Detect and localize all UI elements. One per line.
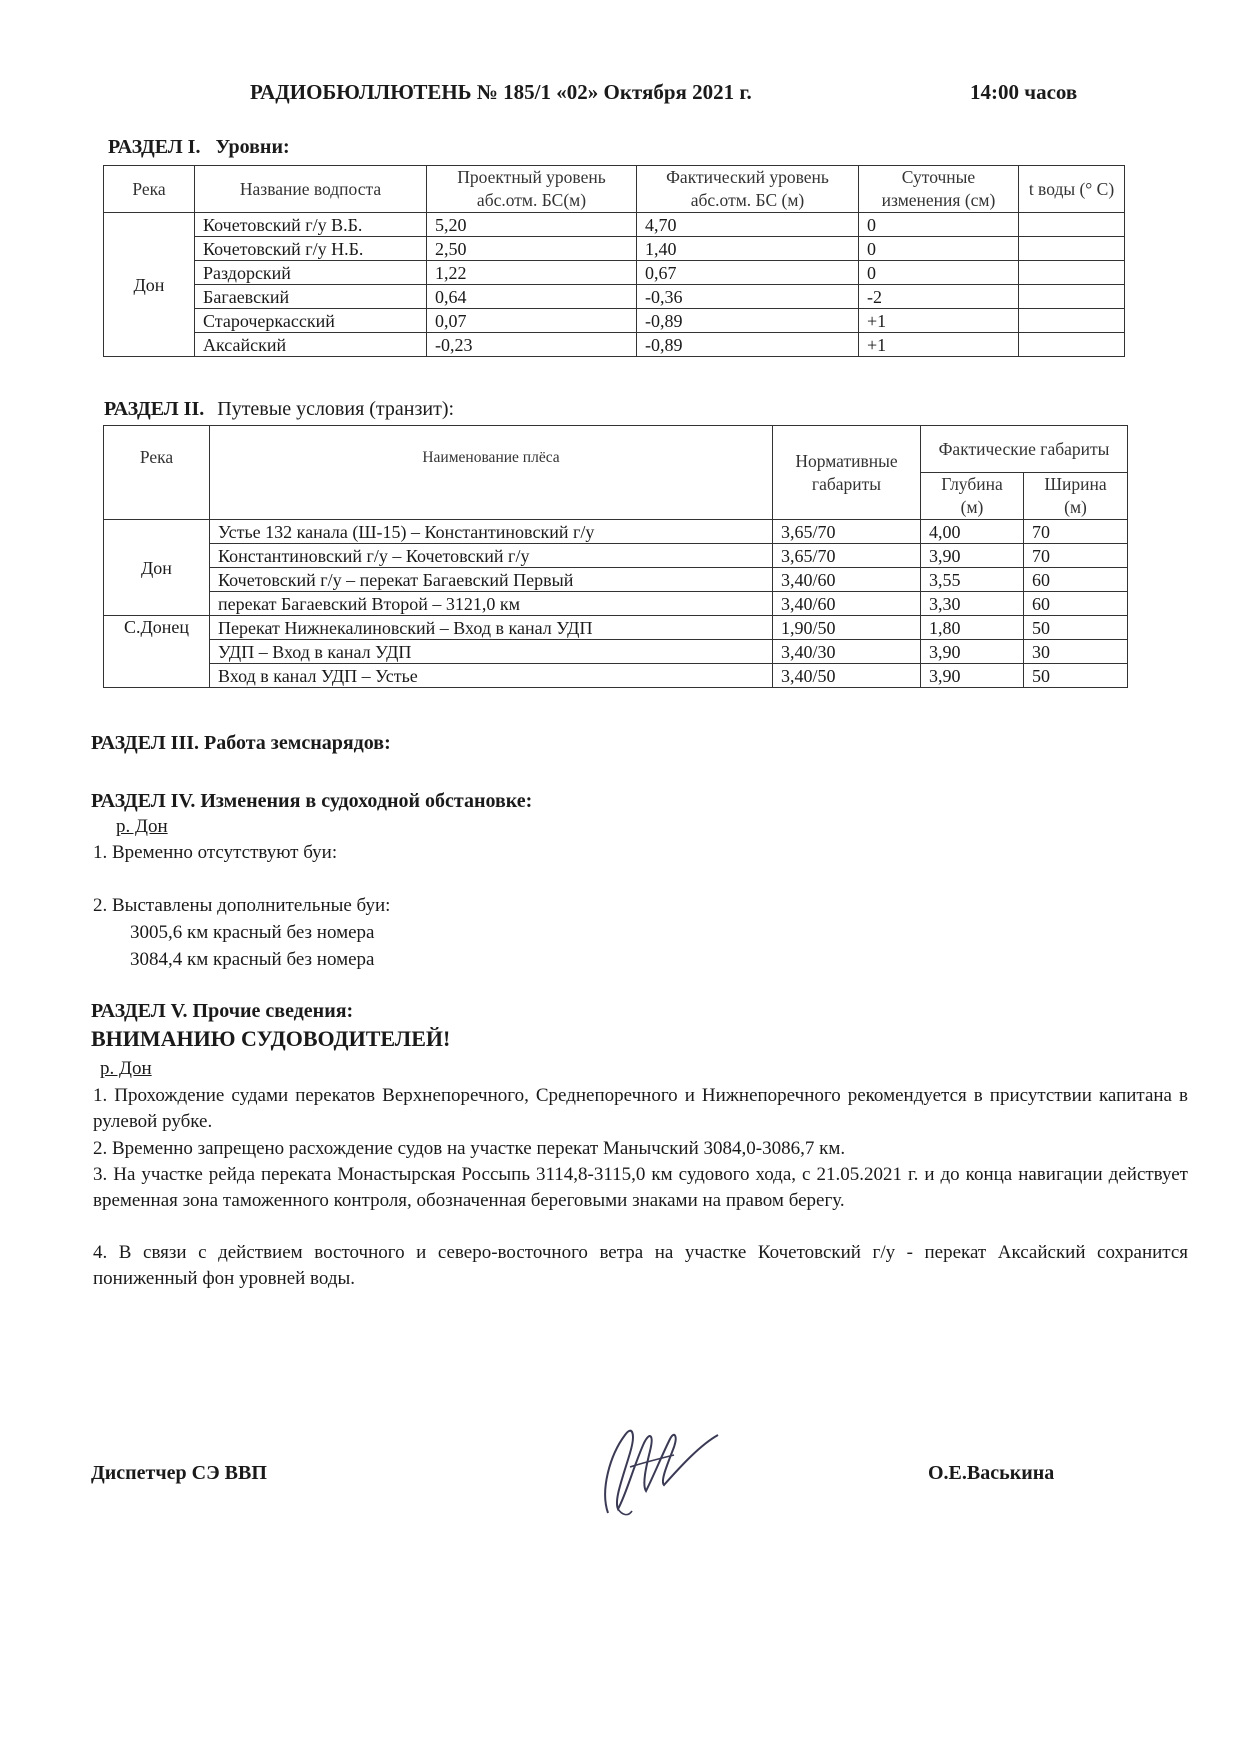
actual-level: -0,36 [637, 285, 859, 309]
levels-col-temp: t воды (° С) [1019, 166, 1125, 213]
bulletin-time: 14:00 часов [970, 80, 1078, 104]
notice-item3-text: 3. На участке рейда переката Монастырская Россыпь 3114,8-3115,0 км судового хода, с 21.05.2021 г. и до конца навигации действует временная зона таможенного контроля, обозначенная береговыми знаками на правом берегу. [93, 1164, 1188, 1211]
gauge-name: Кочетовский г/у В.Б. [195, 213, 427, 237]
gauge-name: Кочетовский г/у Н.Б. [195, 237, 427, 261]
table-row [104, 664, 1128, 688]
actual-depth: 4,00 [921, 520, 1024, 544]
section4-heading: РАЗДЕЛ IV. Изменения в судоходной обстановке: [91, 790, 533, 812]
section2-heading-text: Путевые условия (транзит): [217, 398, 455, 420]
actual-width: 70 [1024, 520, 1128, 544]
reach-name: Перекат Нижнекалиновский – Вход в канал УДП [210, 616, 773, 640]
table-row [104, 520, 1128, 544]
table-row [104, 213, 1125, 237]
reach-name: перекат Багаевский Второй – 3121,0 км [210, 592, 773, 616]
actual-level: -0,89 [637, 309, 859, 333]
notice-item1 [93, 1083, 1188, 1135]
dispatcher-position: Диспетчер СЭ ВВП [91, 1462, 267, 1484]
actual-width: 50 [1024, 616, 1128, 640]
daily-change: +1 [859, 309, 1019, 333]
notice-item3 [93, 1162, 1188, 1214]
section4-item1: 1. Временно отсутствуют буи: [93, 842, 338, 863]
water-temp [1019, 309, 1125, 333]
section1-heading-text: Уровни: [215, 136, 290, 158]
project-level: 0,07 [427, 309, 637, 333]
water-temp [1019, 261, 1125, 285]
normative-dims: 3,40/60 [773, 592, 921, 616]
table-row [104, 568, 1128, 592]
actual-width: 70 [1024, 544, 1128, 568]
daily-change: 0 [859, 261, 1019, 285]
levels-river-don: Дон [104, 213, 195, 357]
attention-heading: ВНИМАНИЮ СУДОВОДИТЕЛЕЙ! [91, 1026, 451, 1051]
actual-depth: 3,90 [921, 664, 1024, 688]
table-row [104, 616, 1128, 640]
normative-dims: 1,90/50 [773, 616, 921, 640]
bulletin-title-text: РАДИОБЮЛЛЮТЕНЬ № 185/1 «02» Октября 2021 г. [250, 80, 752, 104]
reach-name: Константиновский г/у – Кочетовский г/у [210, 544, 773, 568]
route-conditions-table [103, 425, 1128, 688]
route-col-actual: Фактические габариты [921, 426, 1128, 473]
table-row [104, 640, 1128, 664]
buoy-line: 3084,4 км красный без номера [130, 949, 375, 970]
section2-heading [104, 398, 454, 421]
actual-level: 4,70 [637, 213, 859, 237]
reach-name: Кочетовский г/у – перекат Багаевский Первый [210, 568, 773, 592]
gauge-name: Старочеркасский [195, 309, 427, 333]
reach-name: Устье 132 канала (Ш-15) – Константиновский г/у [210, 520, 773, 544]
water-temp [1019, 333, 1125, 357]
actual-width: 60 [1024, 568, 1128, 592]
reach-name: Вход в канал УДП – Устье [210, 664, 773, 688]
daily-change: 0 [859, 213, 1019, 237]
levels-header-row [104, 166, 1125, 213]
table-row [104, 309, 1125, 333]
reach-name: УДП – Вход в канал УДП [210, 640, 773, 664]
route-river-don: Дон [104, 520, 210, 616]
table-row [104, 333, 1125, 357]
project-level: 0,64 [427, 285, 637, 309]
normative-dims: 3,40/60 [773, 568, 921, 592]
project-level: 2,50 [427, 237, 637, 261]
section5-river-label: р. Дон [100, 1058, 152, 1079]
table-row [104, 592, 1128, 616]
notice-item4 [93, 1240, 1188, 1292]
route-col-depth: Глубина (м) [921, 473, 1024, 520]
notice-item4-text: 4. В связи с действием восточного и северо-восточного ветра на участке Кочетовский г/у - перекат Аксайский сохранится пониженный фон уровней воды. [93, 1242, 1188, 1289]
levels-col-project: Проектный уровень абс.отм. БС(м) [427, 166, 637, 213]
gauge-name: Багаевский [195, 285, 427, 309]
route-col-river: Река [104, 426, 210, 520]
notice-item1-text: 1. Прохождение судами перекатов Верхнепоречного, Среднепоречного и Нижнепоречного рекомендуется в присутствии капитана в рулевой рубке. [93, 1085, 1188, 1132]
section3-heading: РАЗДЕЛ III. Работа земснарядов: [91, 732, 391, 754]
gauge-name: Раздорский [195, 261, 427, 285]
actual-depth: 3,30 [921, 592, 1024, 616]
daily-change: 0 [859, 237, 1019, 261]
actual-level: -0,89 [637, 333, 859, 357]
levels-col-actual: Фактический уровень абс.отм. БС (м) [637, 166, 859, 213]
section2-heading-num: РАЗДЕЛ II. [104, 398, 205, 420]
section1-heading-num: РАЗДЕЛ I. [108, 136, 201, 158]
notice-item2-text: 2. Временно запрещено расхождение судов на участке перекат Манычский 3084,0-3086,7 км. [93, 1138, 846, 1159]
route-col-reach: Наименование плёса [210, 426, 773, 520]
route-header-row [104, 426, 1128, 473]
water-temp [1019, 285, 1125, 309]
buoy-line: 3005,6 км красный без номера [130, 922, 375, 943]
section1-heading [108, 136, 290, 159]
actual-width: 60 [1024, 592, 1128, 616]
normative-dims: 3,65/70 [773, 520, 921, 544]
actual-width: 50 [1024, 664, 1128, 688]
levels-col-change: Суточные изменения (см) [859, 166, 1019, 213]
table-row [104, 237, 1125, 261]
gauge-name: Аксайский [195, 333, 427, 357]
project-level: 5,20 [427, 213, 637, 237]
actual-depth: 3,90 [921, 544, 1024, 568]
signature-icon [570, 1405, 720, 1525]
section4-river-label: р. Дон [116, 816, 168, 837]
route-river-sdonets: С.Донец [104, 616, 210, 688]
levels-table [103, 165, 1125, 357]
route-col-normative: Нормативные габариты [773, 426, 921, 520]
project-level: 1,22 [427, 261, 637, 285]
normative-dims: 3,40/50 [773, 664, 921, 688]
section4-item2: 2. Выставлены дополнительные буи: [93, 895, 391, 916]
actual-level: 1,40 [637, 237, 859, 261]
table-row [104, 544, 1128, 568]
project-level: -0,23 [427, 333, 637, 357]
normative-dims: 3,40/30 [773, 640, 921, 664]
water-temp [1019, 213, 1125, 237]
levels-col-name: Название водпоста [195, 166, 427, 213]
route-col-width: Ширина (м) [1024, 473, 1128, 520]
daily-change: -2 [859, 285, 1019, 309]
daily-change: +1 [859, 333, 1019, 357]
table-row [104, 261, 1125, 285]
actual-depth: 1,80 [921, 616, 1024, 640]
water-temp [1019, 237, 1125, 261]
bulletin-title [250, 80, 1078, 105]
dispatcher-name: О.Е.Васькина [928, 1462, 1055, 1484]
section5-heading: РАЗДЕЛ V. Прочие сведения: [91, 1000, 354, 1022]
actual-depth: 3,55 [921, 568, 1024, 592]
levels-col-river: Река [104, 166, 195, 213]
table-row [104, 285, 1125, 309]
actual-level: 0,67 [637, 261, 859, 285]
actual-width: 30 [1024, 640, 1128, 664]
normative-dims: 3,65/70 [773, 544, 921, 568]
notice-item2 [93, 1136, 1188, 1162]
actual-depth: 3,90 [921, 640, 1024, 664]
